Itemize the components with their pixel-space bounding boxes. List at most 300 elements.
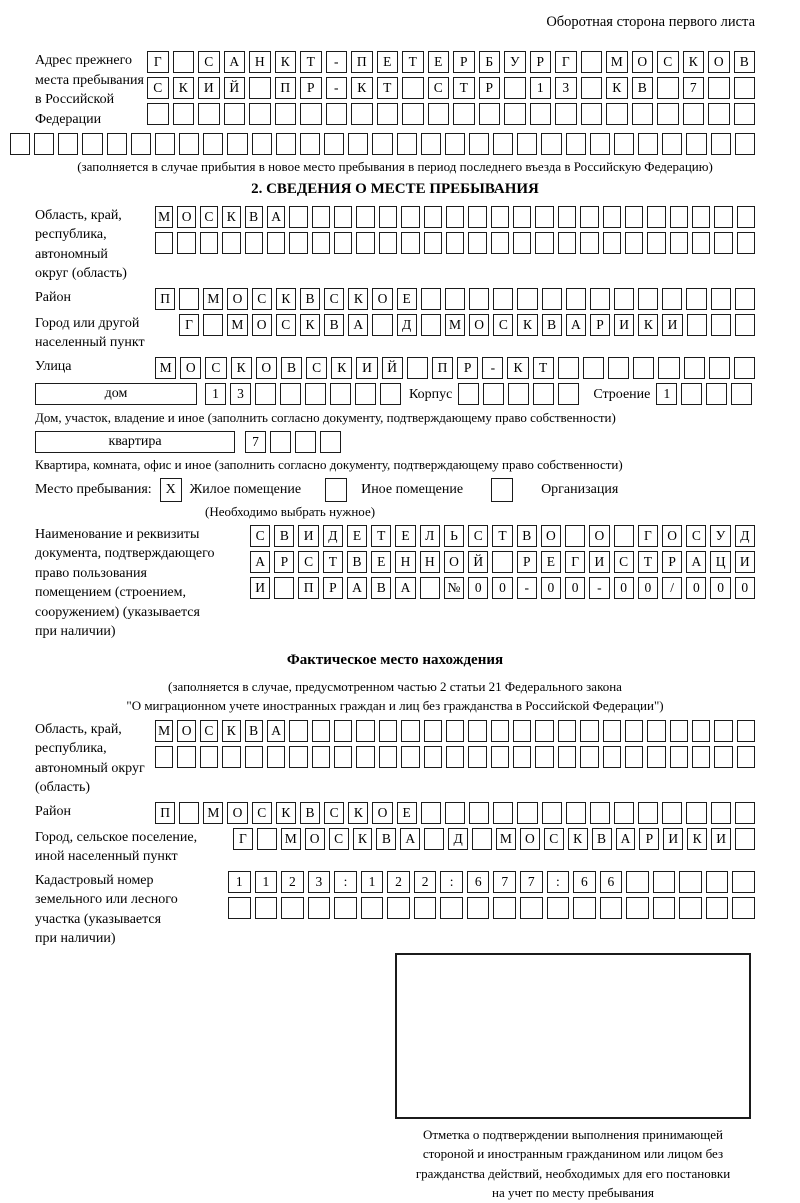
char-cell[interactable]: 1 [228, 871, 251, 893]
char-cell[interactable]: С [252, 288, 272, 310]
char-cell[interactable] [203, 314, 223, 336]
char-cell[interactable]: И [298, 525, 318, 547]
char-cell[interactable] [535, 746, 553, 768]
char-cell[interactable] [312, 206, 330, 228]
char-cell[interactable] [445, 133, 465, 155]
char-cell[interactable]: Р [300, 77, 322, 99]
char-cell[interactable] [581, 51, 603, 73]
char-cell[interactable]: Ь [444, 525, 464, 547]
char-cell[interactable] [647, 232, 665, 254]
char-cell[interactable] [734, 357, 755, 379]
char-cell[interactable] [581, 77, 603, 99]
char-cell[interactable] [356, 720, 374, 742]
char-cell[interactable]: К [275, 51, 297, 73]
char-cell[interactable] [155, 133, 175, 155]
char-cell[interactable] [469, 288, 489, 310]
char-cell[interactable]: В [592, 828, 612, 850]
char-cell[interactable] [491, 746, 509, 768]
char-cell[interactable] [372, 314, 392, 336]
char-cell[interactable]: М [155, 357, 176, 379]
char-cell[interactable]: С [324, 288, 344, 310]
char-cell[interactable] [580, 720, 598, 742]
char-cell[interactable]: С [250, 525, 270, 547]
char-cell[interactable]: 0 [614, 577, 634, 599]
char-cell[interactable]: О [177, 720, 195, 742]
char-cell[interactable]: С [686, 525, 706, 547]
char-cell[interactable] [658, 357, 679, 379]
checkbox-zhiloe[interactable]: X [160, 478, 182, 502]
char-cell[interactable]: Н [420, 551, 440, 573]
char-cell[interactable]: Н [249, 51, 271, 73]
char-cell[interactable]: М [606, 51, 628, 73]
char-cell[interactable]: - [326, 77, 348, 99]
char-cell[interactable] [520, 897, 543, 919]
char-cell[interactable] [530, 103, 552, 125]
char-cell[interactable] [708, 77, 730, 99]
char-cell[interactable] [711, 133, 731, 155]
char-cell[interactable]: К [300, 314, 320, 336]
char-cell[interactable]: О [541, 525, 561, 547]
char-cell[interactable] [355, 383, 376, 405]
char-cell[interactable] [732, 871, 755, 893]
char-cell[interactable]: - [589, 577, 609, 599]
char-cell[interactable]: В [517, 525, 537, 547]
document-row-3[interactable] [250, 577, 755, 599]
char-cell[interactable] [468, 746, 486, 768]
char-cell[interactable]: И [662, 314, 682, 336]
char-cell[interactable]: В [347, 551, 367, 573]
char-cell[interactable] [608, 357, 629, 379]
char-cell[interactable] [200, 232, 218, 254]
char-cell[interactable]: Р [639, 828, 659, 850]
char-cell[interactable]: П [155, 802, 175, 824]
char-cell[interactable]: Л [420, 525, 440, 547]
char-cell[interactable]: 0 [735, 577, 755, 599]
char-cell[interactable]: 1 [656, 383, 677, 405]
char-cell[interactable]: Г [555, 51, 577, 73]
char-cell[interactable]: 0 [638, 577, 658, 599]
char-cell[interactable] [508, 383, 529, 405]
char-cell[interactable] [566, 288, 586, 310]
char-cell[interactable] [324, 133, 344, 155]
char-cell[interactable]: Т [533, 357, 554, 379]
char-cell[interactable] [590, 288, 610, 310]
char-cell[interactable] [581, 103, 603, 125]
apartment-cells[interactable] [245, 431, 341, 453]
char-cell[interactable] [179, 802, 199, 824]
char-cell[interactable] [469, 133, 489, 155]
char-cell[interactable]: П [155, 288, 175, 310]
char-cell[interactable]: А [400, 828, 420, 850]
char-cell[interactable]: Г [179, 314, 199, 336]
char-cell[interactable]: 6 [467, 871, 490, 893]
char-cell[interactable]: О [256, 357, 277, 379]
char-cell[interactable] [402, 103, 424, 125]
char-cell[interactable] [468, 720, 486, 742]
char-cell[interactable]: В [300, 288, 320, 310]
char-cell[interactable] [469, 802, 489, 824]
char-cell[interactable] [535, 206, 553, 228]
prev-address-extra-row[interactable] [10, 133, 755, 155]
char-cell[interactable]: О [227, 288, 247, 310]
char-cell[interactable]: И [735, 551, 755, 573]
char-cell[interactable]: 7 [683, 77, 705, 99]
char-cell[interactable] [334, 897, 357, 919]
char-cell[interactable] [714, 206, 732, 228]
char-cell[interactable] [711, 314, 731, 336]
char-cell[interactable] [379, 206, 397, 228]
char-cell[interactable] [565, 525, 585, 547]
char-cell[interactable]: Й [468, 551, 488, 573]
char-cell[interactable] [632, 103, 654, 125]
char-cell[interactable] [737, 720, 755, 742]
char-cell[interactable]: М [227, 314, 247, 336]
char-cell[interactable] [711, 802, 731, 824]
char-cell[interactable] [377, 103, 399, 125]
char-cell[interactable] [356, 206, 374, 228]
char-cell[interactable] [625, 746, 643, 768]
char-cell[interactable] [445, 802, 465, 824]
char-cell[interactable]: Е [347, 525, 367, 547]
char-cell[interactable]: К [222, 720, 240, 742]
char-cell[interactable] [421, 802, 441, 824]
char-cell[interactable]: В [324, 314, 344, 336]
char-cell[interactable]: М [155, 206, 173, 228]
char-cell[interactable]: У [504, 51, 526, 73]
char-cell[interactable] [300, 133, 320, 155]
char-cell[interactable]: К [348, 802, 368, 824]
char-cell[interactable] [692, 232, 710, 254]
char-cell[interactable]: И [589, 551, 609, 573]
region-row-2[interactable] [155, 232, 755, 254]
char-cell[interactable]: 2 [414, 871, 437, 893]
char-cell[interactable] [687, 314, 707, 336]
char-cell[interactable]: С [200, 206, 218, 228]
char-cell[interactable] [155, 746, 173, 768]
char-cell[interactable]: П [432, 357, 453, 379]
char-cell[interactable]: М [281, 828, 301, 850]
char-cell[interactable]: О [180, 357, 201, 379]
char-cell[interactable] [424, 720, 442, 742]
char-cell[interactable]: 2 [387, 871, 410, 893]
house-type-box[interactable]: дом [35, 383, 197, 405]
char-cell[interactable] [372, 133, 392, 155]
char-cell[interactable] [566, 802, 586, 824]
char-cell[interactable]: О [444, 551, 464, 573]
char-cell[interactable]: В [371, 577, 391, 599]
char-cell[interactable] [312, 232, 330, 254]
char-cell[interactable] [735, 828, 755, 850]
char-cell[interactable]: Е [397, 802, 417, 824]
char-cell[interactable] [558, 383, 579, 405]
char-cell[interactable] [348, 133, 368, 155]
char-cell[interactable] [566, 133, 586, 155]
char-cell[interactable]: 1 [205, 383, 226, 405]
char-cell[interactable]: № [444, 577, 464, 599]
char-cell[interactable]: Т [402, 51, 424, 73]
char-cell[interactable] [424, 746, 442, 768]
char-cell[interactable] [580, 746, 598, 768]
char-cell[interactable] [558, 357, 579, 379]
char-cell[interactable] [606, 103, 628, 125]
korpus-cells[interactable] [458, 383, 579, 405]
char-cell[interactable] [692, 746, 710, 768]
char-cell[interactable]: О [520, 828, 540, 850]
char-cell[interactable] [173, 103, 195, 125]
char-cell[interactable] [670, 746, 688, 768]
char-cell[interactable] [407, 357, 428, 379]
char-cell[interactable] [257, 828, 277, 850]
char-cell[interactable] [245, 232, 263, 254]
document-row-2[interactable] [250, 551, 755, 573]
char-cell[interactable]: С [324, 802, 344, 824]
char-cell[interactable] [421, 288, 441, 310]
char-cell[interactable]: Т [323, 551, 343, 573]
char-cell[interactable] [558, 746, 576, 768]
char-cell[interactable] [735, 288, 755, 310]
char-cell[interactable]: 6 [573, 871, 596, 893]
char-cell[interactable] [706, 871, 729, 893]
char-cell[interactable] [647, 720, 665, 742]
char-cell[interactable]: И [711, 828, 731, 850]
char-cell[interactable] [274, 577, 294, 599]
char-cell[interactable] [179, 133, 199, 155]
char-cell[interactable] [626, 871, 649, 893]
char-cell[interactable]: В [245, 206, 263, 228]
char-cell[interactable] [625, 720, 643, 742]
char-cell[interactable] [625, 206, 643, 228]
char-cell[interactable]: П [275, 77, 297, 99]
char-cell[interactable]: К [353, 828, 373, 850]
char-cell[interactable] [555, 103, 577, 125]
char-cell[interactable] [541, 133, 561, 155]
char-cell[interactable]: О [372, 288, 392, 310]
char-cell[interactable] [681, 383, 702, 405]
char-cell[interactable]: П [351, 51, 373, 73]
char-cell[interactable] [289, 720, 307, 742]
char-cell[interactable]: Т [377, 77, 399, 99]
char-cell[interactable] [275, 103, 297, 125]
char-cell[interactable] [280, 383, 301, 405]
char-cell[interactable] [289, 746, 307, 768]
char-cell[interactable] [735, 802, 755, 824]
char-cell[interactable] [387, 897, 410, 919]
char-cell[interactable] [686, 288, 706, 310]
char-cell[interactable]: Р [479, 77, 501, 99]
char-cell[interactable] [453, 103, 475, 125]
char-cell[interactable]: 3 [230, 383, 251, 405]
house-number-cells[interactable] [205, 383, 401, 405]
char-cell[interactable] [401, 720, 419, 742]
char-cell[interactable] [614, 802, 634, 824]
char-cell[interactable]: К [507, 357, 528, 379]
char-cell[interactable]: Й [224, 77, 246, 99]
char-cell[interactable] [179, 288, 199, 310]
char-cell[interactable] [614, 288, 634, 310]
char-cell[interactable] [533, 383, 554, 405]
char-cell[interactable]: М [445, 314, 465, 336]
char-cell[interactable]: 1 [255, 871, 278, 893]
char-cell[interactable] [401, 232, 419, 254]
char-cell[interactable] [380, 383, 401, 405]
char-cell[interactable] [483, 383, 504, 405]
char-cell[interactable] [446, 720, 464, 742]
char-cell[interactable] [504, 77, 526, 99]
char-cell[interactable]: О [227, 802, 247, 824]
char-cell[interactable]: Й [382, 357, 403, 379]
char-cell[interactable]: О [708, 51, 730, 73]
prev-address-row-3[interactable] [147, 103, 755, 125]
char-cell[interactable]: Р [453, 51, 475, 73]
char-cell[interactable] [312, 746, 330, 768]
char-cell[interactable] [706, 383, 727, 405]
char-cell[interactable] [547, 897, 570, 919]
stroenie-cells[interactable] [656, 383, 752, 405]
char-cell[interactable] [249, 77, 271, 99]
char-cell[interactable] [334, 720, 352, 742]
char-cell[interactable] [600, 897, 623, 919]
char-cell[interactable] [424, 828, 444, 850]
char-cell[interactable] [558, 232, 576, 254]
char-cell[interactable] [734, 103, 756, 125]
al-cadastre-row-2[interactable] [228, 897, 755, 919]
char-cell[interactable]: 2 [281, 871, 304, 893]
char-cell[interactable]: К [687, 828, 707, 850]
char-cell[interactable]: А [616, 828, 636, 850]
char-cell[interactable]: В [245, 720, 263, 742]
char-cell[interactable]: Г [638, 525, 658, 547]
al-region-row-2[interactable] [155, 746, 755, 768]
char-cell[interactable] [657, 77, 679, 99]
char-cell[interactable]: Г [147, 51, 169, 73]
char-cell[interactable]: Е [371, 551, 391, 573]
char-cell[interactable] [222, 232, 240, 254]
char-cell[interactable] [467, 897, 490, 919]
region-row-1[interactable] [155, 206, 755, 228]
char-cell[interactable] [255, 383, 276, 405]
char-cell[interactable]: 0 [686, 577, 706, 599]
char-cell[interactable] [446, 746, 464, 768]
char-cell[interactable]: И [198, 77, 220, 99]
char-cell[interactable]: Т [371, 525, 391, 547]
char-cell[interactable] [670, 720, 688, 742]
char-cell[interactable] [107, 133, 127, 155]
char-cell[interactable]: - [482, 357, 503, 379]
char-cell[interactable] [590, 133, 610, 155]
char-cell[interactable] [603, 720, 621, 742]
char-cell[interactable]: Т [638, 551, 658, 573]
char-cell[interactable]: Т [492, 525, 512, 547]
char-cell[interactable]: У [710, 525, 730, 547]
char-cell[interactable] [580, 232, 598, 254]
char-cell[interactable] [177, 232, 195, 254]
char-cell[interactable] [614, 525, 634, 547]
char-cell[interactable]: О [252, 314, 272, 336]
char-cell[interactable] [330, 383, 351, 405]
char-cell[interactable] [653, 897, 676, 919]
char-cell[interactable] [356, 232, 374, 254]
char-cell[interactable] [289, 206, 307, 228]
char-cell[interactable] [379, 720, 397, 742]
char-cell[interactable] [34, 133, 54, 155]
char-cell[interactable] [683, 103, 705, 125]
char-cell[interactable]: К [231, 357, 252, 379]
char-cell[interactable] [421, 133, 441, 155]
char-cell[interactable]: О [305, 828, 325, 850]
apartment-type-box[interactable]: квартира [35, 431, 235, 453]
char-cell[interactable] [491, 720, 509, 742]
char-cell[interactable]: Р [274, 551, 294, 573]
char-cell[interactable]: А [395, 577, 415, 599]
char-cell[interactable] [379, 746, 397, 768]
char-cell[interactable] [714, 232, 732, 254]
char-cell[interactable] [267, 746, 285, 768]
char-cell[interactable] [513, 232, 531, 254]
char-cell[interactable] [737, 206, 755, 228]
char-cell[interactable]: - [326, 51, 348, 73]
char-cell[interactable] [603, 232, 621, 254]
char-cell[interactable]: В [376, 828, 396, 850]
char-cell[interactable] [445, 288, 465, 310]
char-cell[interactable] [590, 802, 610, 824]
char-cell[interactable] [603, 746, 621, 768]
char-cell[interactable] [200, 746, 218, 768]
char-cell[interactable] [440, 897, 463, 919]
char-cell[interactable] [334, 746, 352, 768]
char-cell[interactable] [289, 232, 307, 254]
char-cell[interactable]: 3 [555, 77, 577, 99]
char-cell[interactable]: Е [377, 51, 399, 73]
char-cell[interactable] [735, 133, 755, 155]
char-cell[interactable] [300, 103, 322, 125]
char-cell[interactable] [147, 103, 169, 125]
char-cell[interactable]: / [662, 577, 682, 599]
char-cell[interactable] [203, 133, 223, 155]
char-cell[interactable]: Р [457, 357, 478, 379]
char-cell[interactable] [468, 232, 486, 254]
char-cell[interactable] [706, 897, 729, 919]
char-cell[interactable] [638, 288, 658, 310]
char-cell[interactable]: С [276, 314, 296, 336]
char-cell[interactable] [583, 357, 604, 379]
char-cell[interactable]: С [306, 357, 327, 379]
char-cell[interactable] [647, 746, 665, 768]
char-cell[interactable] [131, 133, 151, 155]
char-cell[interactable]: В [300, 802, 320, 824]
char-cell[interactable]: 0 [565, 577, 585, 599]
char-cell[interactable] [222, 746, 240, 768]
char-cell[interactable] [245, 746, 263, 768]
char-cell[interactable]: 3 [308, 871, 331, 893]
char-cell[interactable] [305, 383, 326, 405]
prev-address-row-2[interactable] [147, 77, 755, 99]
char-cell[interactable] [708, 103, 730, 125]
char-cell[interactable] [82, 133, 102, 155]
char-cell[interactable]: А [267, 206, 285, 228]
char-cell[interactable] [281, 897, 304, 919]
char-cell[interactable] [732, 897, 755, 919]
char-cell[interactable]: В [274, 525, 294, 547]
char-cell[interactable]: М [203, 802, 223, 824]
char-cell[interactable] [479, 103, 501, 125]
char-cell[interactable] [173, 51, 195, 73]
char-cell[interactable]: 7 [520, 871, 543, 893]
char-cell[interactable] [657, 103, 679, 125]
char-cell[interactable] [573, 897, 596, 919]
char-cell[interactable]: А [267, 720, 285, 742]
char-cell[interactable]: М [155, 720, 173, 742]
char-cell[interactable] [228, 897, 251, 919]
